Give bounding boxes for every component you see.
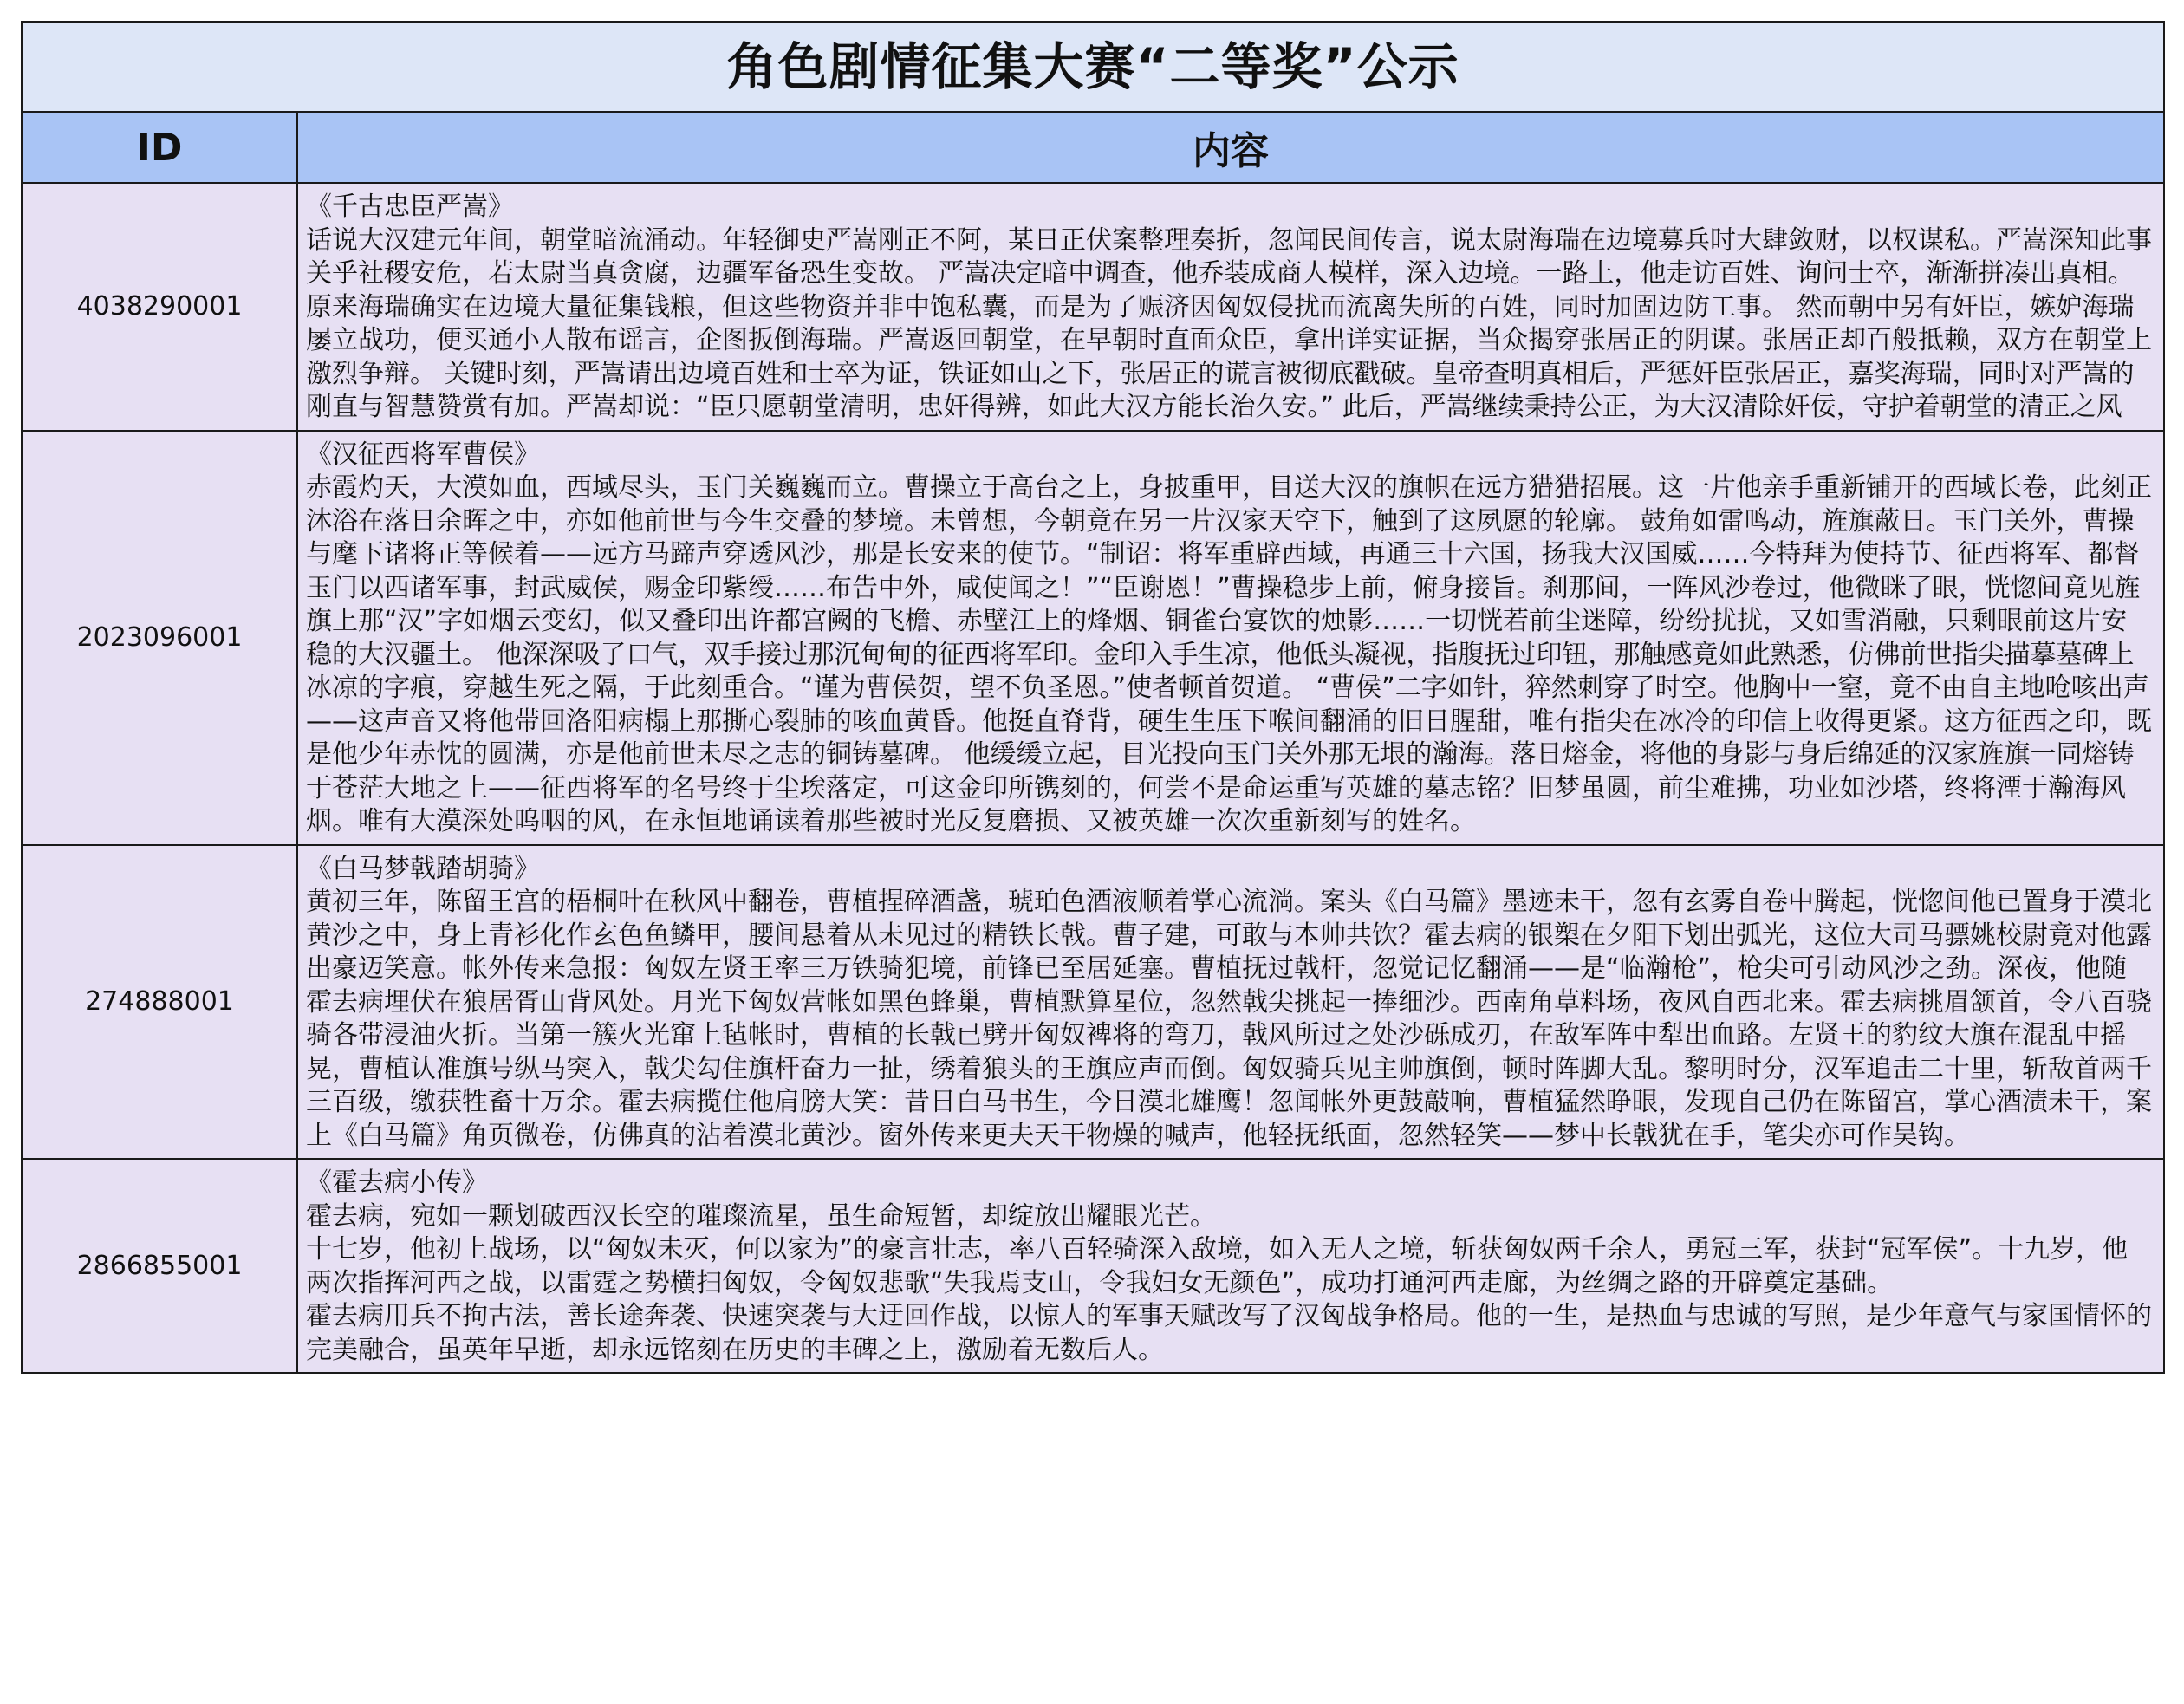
entry-title: 《霍去病小传》 xyxy=(306,1167,488,1198)
entry-paragraph: 十七岁，他初上战场，以“匈奴未灭，何以家为”的豪言壮志，率八百轻骑深入敌境，如入无人之境，斩获匈奴两千余人，勇冠三军，获封“冠军侯”。十九岁，他两次指挥河西之战，以雷霆之势横扫匈奴，令匈奴悲歌“失我焉支山，令我妇女无颜色”，成功打通河西走廊，为丝绸之路的开辟奠定基础。 xyxy=(306,1234,2129,1298)
content-column-header: 内容 xyxy=(297,112,2164,183)
entry-title: 《汉征西将军曹侯》 xyxy=(306,439,540,470)
entry-title: 《白马梦戟踏胡骑》 xyxy=(306,853,540,884)
entry-id: 2866855001 xyxy=(22,1159,297,1373)
title-row xyxy=(22,22,2164,112)
entry-id: 274888001 xyxy=(22,845,297,1160)
entry-title: 《千古忠臣严嵩》 xyxy=(306,192,514,222)
announcement-table xyxy=(21,21,2165,1374)
id-column-header: ID xyxy=(22,112,297,183)
entry-content xyxy=(297,845,2164,1160)
table-body xyxy=(22,183,2164,1373)
entry-content xyxy=(297,431,2164,845)
table-row xyxy=(22,845,2164,1160)
entry-content xyxy=(297,183,2164,431)
entry-id: 2023096001 xyxy=(22,431,297,845)
entry-paragraph: 霍去病用兵不拘古法，善长途奔袭、快速突袭与大迂回作战，以惊人的军事天赋改写了汉匈战争格局。他的一生，是热血与忠诚的写照，是少年意气与家国情怀的完美融合，虽英年早逝，却永远铭刻在历史的丰碑之上，激励着无数后人。 xyxy=(306,1301,2152,1365)
entry-paragraph: 话说大汉建元年间，朝堂暗流涌动。年轻御史严嵩刚正不阿，某日正伏案整理奏折，忽闻民间传言，说太尉海瑞在边境募兵时大肆敛财，以权谋私。严嵩深知此事关乎社稷安危，若太尉当真贪腐，边疆军备恐生变故。 严嵩决定暗中调查，他乔装成商人模样，深入边境。一路上，他走访百姓、询问士卒，渐渐拼凑出真相。原来海瑞确实在边境大量征集钱粮，但这些物资并非中饱私囊，而是为了赈济因匈奴侵扰而流离失所的百姓，同时加固边防工事。 然而朝中另有奸臣，嫉妒海瑞屡立战功，便买通小人散布谣言，企图扳倒海瑞。严嵩返回朝堂，在早朝时直面众臣，拿出详实证据，当众揭穿张居正的阴谋。张居正却百般抵赖，双方在朝堂上激烈争辩。 关键时刻，严嵩请出边境百姓和士卒为证，铁证如山之下，张居正的谎言被彻底戳破。皇帝查明真相后，严惩奸臣张居正，嘉奖海瑞，同时对严嵩的刚直与智慧赞赏有加。严嵩却说：“臣只愿朝堂清明，忠奸得辨，如此大汉方能长治久安。” 此后，严嵩继续秉持公正，为大汉清除奸佞，守护着朝堂的清正之风 xyxy=(306,224,2152,422)
table-row xyxy=(22,431,2164,845)
page-title: 角色剧情征集大赛“二等奖”公示 xyxy=(22,22,2164,112)
table-row xyxy=(22,1159,2164,1373)
table-row xyxy=(22,183,2164,431)
entry-id: 4038290001 xyxy=(22,183,297,431)
entry-paragraph: 黄初三年，陈留王宫的梧桐叶在秋风中翻卷，曹植捏碎酒盏，琥珀色酒液顺着掌心流淌。案头《白马篇》墨迹未干，忽有玄雾自卷中腾起，恍惚间他已置身于漠北黄沙之中，身上青衫化作玄色鱼鳞甲，腰间悬着从未见过的精铁长戟。曹子建，可敢与本帅共饮？霍去病的银槊在夕阳下划出弧光，这位大司马骠姚校尉竟对他露出豪迈笑意。帐外传来急报：匈奴左贤王率三万铁骑犯境，前锋已至居延塞。曹植抚过戟杆，忽觉记忆翻涌——是“临瀚枪”，枪尖可引动风沙之劲。深夜，他随霍去病埋伏在狼居胥山背风处。月光下匈奴营帐如黑色蜂巢，曹植默算星位，忽然戟尖挑起一捧细沙。西南角草料场，夜风自西北来。霍去病挑眉颔首，令八百骁骑各带浸油火折。当第一簇火光窜上毡帐时，曹植的长戟已劈开匈奴裨将的弯刀，戟风所过之处沙砾成刃，在敌军阵中犁出血路。左贤王的豹纹大旗在混乱中摇晃，曹植认准旗号纵马突入，戟尖勾住旗杆奋力一扯，绣着狼头的王旗应声而倒。匈奴骑兵见主帅旗倒，顿时阵脚大乱。黎明时分，汉军追击二十里，斩敌首两千三百级，缴获牲畜十万余。霍去病揽住他肩膀大笑：昔日白马书生，今日漠北雄鹰！忽闻帐外更鼓敲响，曹植猛然睁眼，发现自己仍在陈留宫，掌心酒渍未干，案上《白马篇》角页微卷，仿佛真的沾着漠北黄沙。窗外传来更夫天干物燥的喊声，他轻抚纸面，忽然轻笑——梦中长戟犹在手，笔尖亦可作吴钩。 xyxy=(306,887,2152,1151)
entry-paragraph: 赤霞灼天，大漠如血，西域尽头，玉门关巍巍而立。曹操立于高台之上，身披重甲，目送大汉的旗帜在远方猎猎招展。这一片他亲手重新铺开的西域长卷，此刻正沐浴在落日余晖之中，亦如他前世与今生交叠的梦境。未曾想，今朝竟在另一片汉家天空下，触到了这夙愿的轮廓。 鼓角如雷鸣动，旌旗蔽日。玉门关外，曹操与麾下诸将正等候着——远方马蹄声穿透风沙，那是长安来的使节。“制诏：将军重辟西域，再通三十六国，扬我大汉国威……今特拜为使持节、征西将军、都督玉门以西诸军事，封武威侯，赐金印紫绶……布告中外，咸使闻之！”“臣谢恩！”曹操稳步上前，俯身接旨。刹那间，一阵风沙卷过，他微眯了眼，恍惚间竟见旌旗上那“汉”字如烟云变幻，似又叠印出许都宫阙的飞檐、赤壁江上的烽烟、铜雀台宴饮的烛影……一切恍若前尘迷障，纷纷扰扰，又如雪消融，只剩眼前这片安稳的大汉疆土。 他深深吸了口气，双手接过那沉甸甸的征西将军印。金印入手生凉，他低头凝视，指腹抚过印钮，那触感竟如此熟悉，仿佛前世指尖描摹墓碑上冰凉的字痕，穿越生死之隔，于此刻重合。“谨为曹侯贺，望不负圣恩。”使者顿首贺道。 “曹侯”二字如针，猝然刺穿了时空。他胸中一窒，竟不由自主地呛咳出声——这声音又将他带回洛阳病榻上那撕心裂肺的咳血黄昏。他挺直脊背，硬生生压下喉间翻涌的旧日腥甜，唯有指尖在冰冷的印信上收得更紧。这方征西之印，既是他少年赤忱的圆满，亦是他前世未尽之志的铜铸墓碑。 他缓缓立起，目光投向玉门关外那无垠的瀚海。落日熔金，将他的身影与身后绵延的汉家旌旗一同熔铸于苍茫大地之上——征西将军的名号终于尘埃落定，可这金印所镌刻的，何尝不是命运重写英雄的墓志铭？旧梦虽圆，前尘难拂，功业如沙塔，终将湮于瀚海风烟。唯有大漠深处呜咽的风，在永恒地诵读着那些被时光反复磨损、又被英雄一次次重新刻写的姓名。 xyxy=(306,472,2152,836)
header-row xyxy=(22,112,2164,183)
entry-content xyxy=(297,1159,2164,1373)
entry-paragraph: 霍去病，宛如一颗划破西汉长空的璀璨流星，虽生命短暂，却绽放出耀眼光芒。 xyxy=(306,1200,1216,1232)
